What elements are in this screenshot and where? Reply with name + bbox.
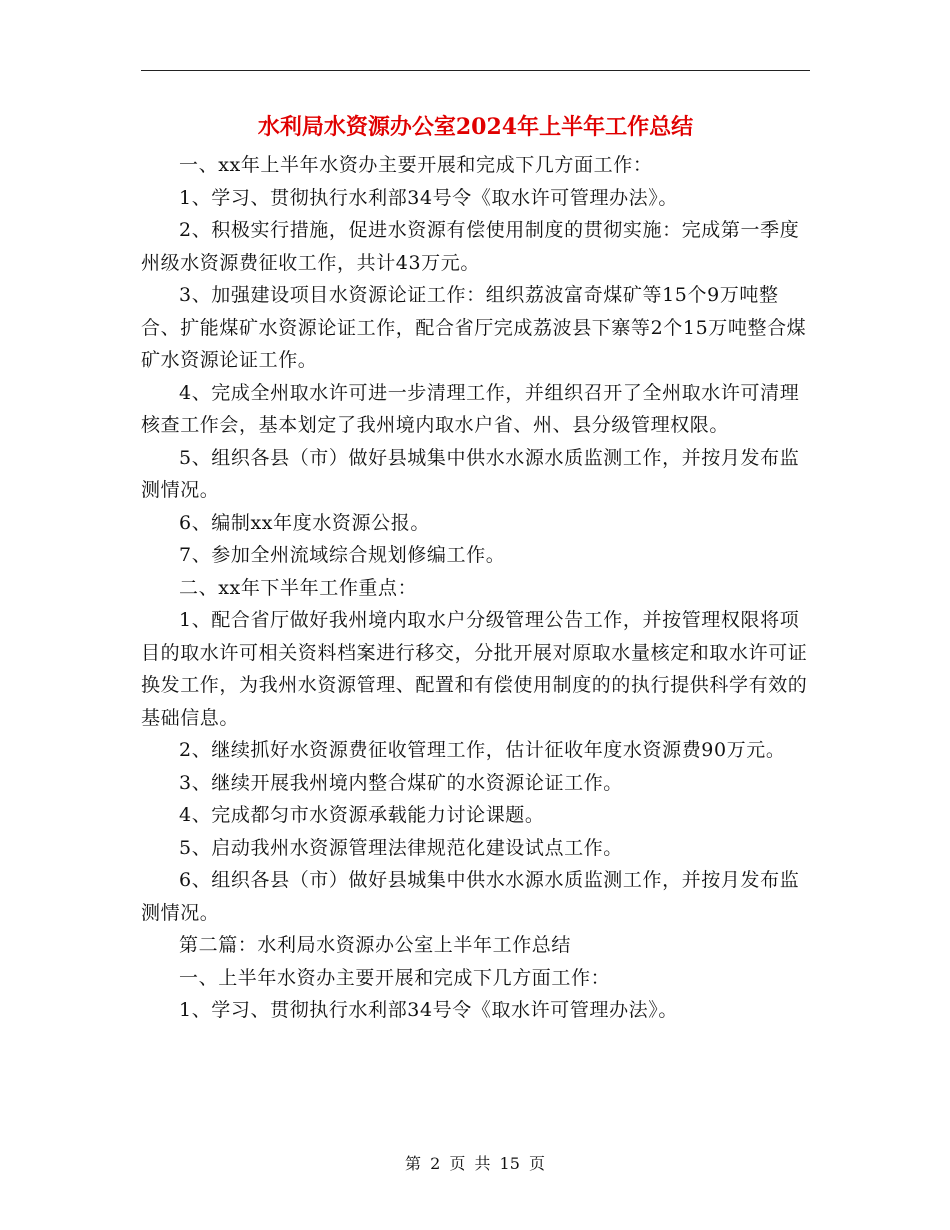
header-rule — [141, 70, 810, 71]
paragraph: 6、组织各县（市）做好县城集中供水水源水质监测工作，并按月发布监测情况。 — [141, 869, 800, 924]
paragraph: 2、积极实行措施，促进水资源有偿使用制度的贯彻实施：完成第一季度州级水资源费征收工作，共计43万元。 — [141, 219, 800, 274]
paragraph: 1、配合省厅做好我州境内取水户分级管理公告工作，并按管理权限将项目的取水许可相关资料档案进行移交，分批开展对原取水量核定和取水许可证换发工作，为我州水资源管理、配置和有偿使用制度的的执行提供科学有效的基础信息。 — [141, 609, 808, 729]
paragraph: 1、学习、贯彻执行水利部34号令《取水许可管理办法》。 — [179, 186, 678, 209]
paragraph: 4、完成全州取水许可进一步清理工作，并组织召开了全州取水许可清理核查工作会，基本划定了我州境内取水户省、州、县分级管理权限。 — [141, 381, 800, 436]
document-title: 水利局水资源办公室2024年上半年工作总结 — [257, 114, 694, 140]
page-footer: 第 2 页 共 15 页 — [405, 1154, 545, 1173]
paragraph: 5、组织各县（市）做好县城集中供水水源水质监测工作，并按月发布监测情况。 — [141, 446, 800, 501]
paragraph: 7、参加全州流域综合规划修编工作。 — [179, 544, 506, 566]
paragraph: 4、完成都匀市水资源承载能力讨论课题。 — [179, 804, 545, 826]
document-body — [141, 149, 810, 1027]
paragraph: 3、继续开展我州境内整合煤矿的水资源论证工作。 — [179, 771, 623, 794]
paragraph: 3、加强建设项目水资源论证工作：组织荔波富奇煤矿等15个9万吨整合、扩能煤矿水资源论证工作，配合省厅完成荔波县下寨等2个15万吨整合煤矿水资源论证工作。 — [141, 284, 807, 371]
paragraph: 一、xx年上半年水资办主要开展和完成下几方面工作： — [179, 154, 653, 176]
paragraph: 5、启动我州水资源管理法律规范化建设试点工作。 — [179, 836, 623, 859]
paragraph: 一、上半年水资办主要开展和完成下几方面工作： — [179, 966, 611, 989]
section-heading: 第二篇：水利局水资源办公室上半年工作总结 — [179, 934, 572, 956]
paragraph: 1、学习、贯彻执行水利部34号令《取水许可管理办法》。 — [179, 999, 678, 1021]
paragraph: 2、继续抓好水资源费征收管理工作，估计征收年度水资源费90万元。 — [179, 739, 786, 761]
paragraph: 二、xx年下半年工作重点： — [179, 576, 418, 599]
paragraph: 6、编制xx年度水资源公报。 — [179, 511, 430, 534]
